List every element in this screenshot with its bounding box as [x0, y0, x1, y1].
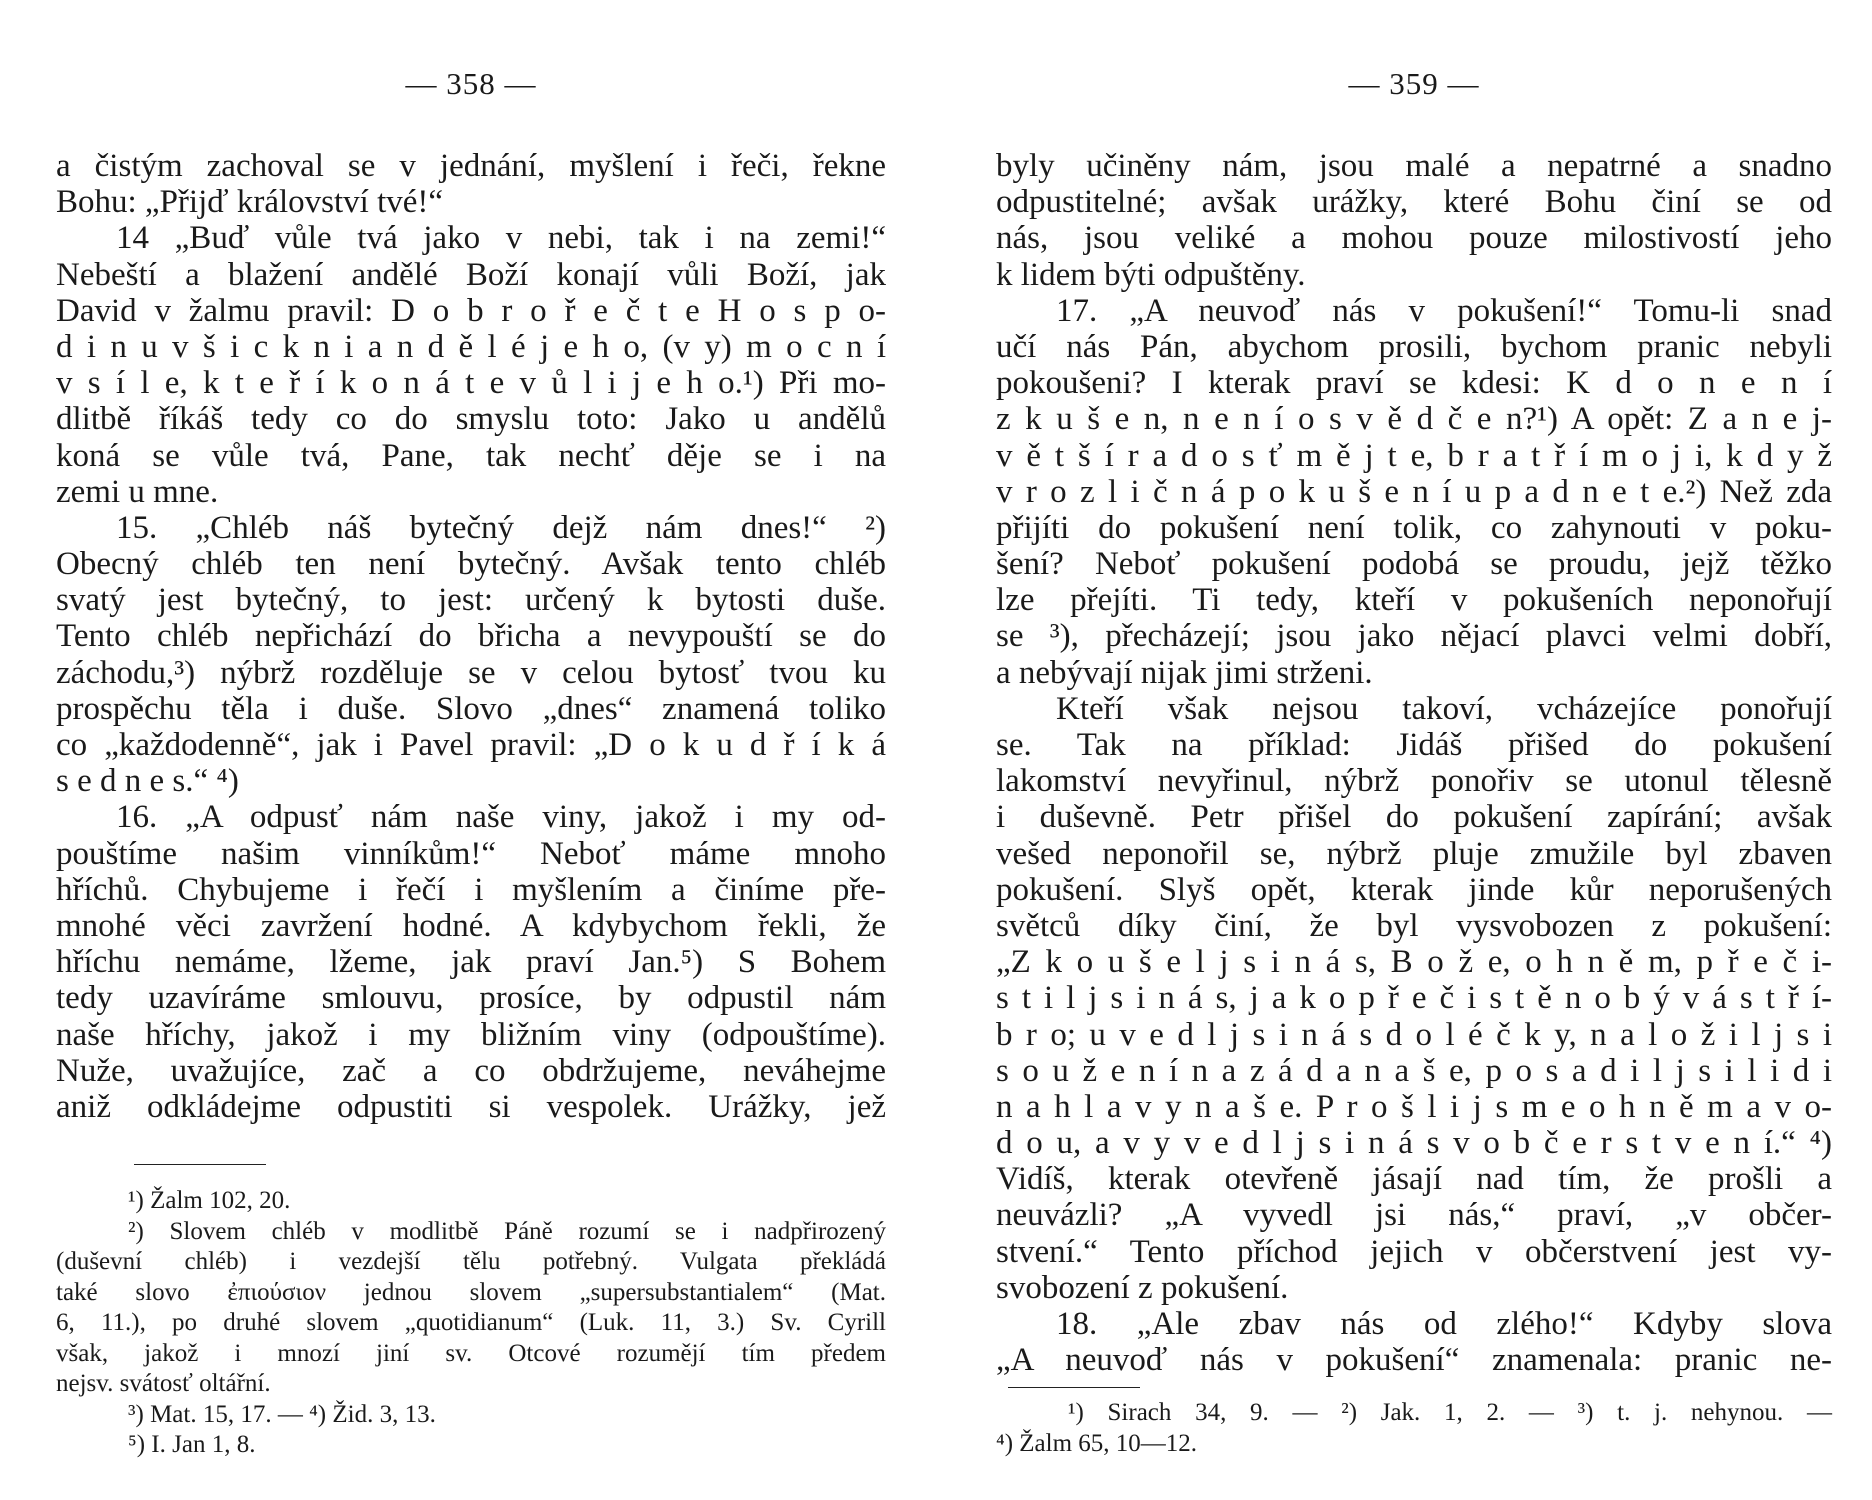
page-number: — 359 —: [1348, 66, 1480, 101]
text-line: odpustitelné; avšak urážky, které Bohu činí se od: [996, 184, 1832, 221]
text-line: svobození z pokušení.: [996, 1269, 1289, 1306]
text-line: učí nás Pán, abychom prosili, bychom pranic nebyli: [996, 328, 1832, 365]
text-line: a nebývají nijak jimi strženi.: [996, 654, 1373, 691]
text-line: s e d n e s.“ ⁴): [56, 763, 239, 800]
text-line: stvení.“ Tento příchod jejich v občerstvení jest vy-: [996, 1233, 1832, 1270]
text-line: vešed neponořil se, nýbrž pluje zmužile byl zbaven: [996, 835, 1832, 872]
text-line: z k u š e n, n e n í o s v ě d č e n?¹) A opět: Z a n e j-: [996, 401, 1832, 438]
text-line: 16. „A odpusť nám naše viny, jakož i my od-: [116, 799, 886, 836]
text-line: aniž odkládejme odpustiti si vespolek. Urážky, jež: [56, 1088, 886, 1125]
text-line: v s í l e, k t e ř í k o n á t e v ů l i j e h o.¹) Při mo-: [56, 365, 886, 402]
text-line: „Z k o u š e l j s i n á s, B o ž e, o h n ě m, p ř e č i-: [996, 944, 1832, 981]
text-line: k lidem býti odpuštěny.: [996, 256, 1306, 293]
text-line: také slovo ἐπιούσιον jednou slovem „supersubstantialem“ (Mat.: [56, 1278, 886, 1306]
text-line: 15. „Chléb náš bytečný dejž nám dnes!“ ²): [116, 509, 886, 546]
text-line: svatý jest bytečný, to jest: určený k bytosti duše.: [56, 582, 886, 619]
text-line: 6, 11.), po druhé slovem „quotidianum“ (Luk. 11, 3.) Sv. Cyrill: [56, 1309, 886, 1336]
footnotes: [56, 1186, 886, 1461]
text-line: n a h l a v y n a š e. P r o š l i j s m e o h n ě m a v o-: [996, 1088, 1832, 1125]
text-line: se ³), přecházejí; jsou jako nějací plavci velmi dobří,: [996, 618, 1832, 655]
text-line: v ě t š í r a d o s ť m ě j t e, b r a t ř í m o j i, k d y ž: [996, 437, 1832, 474]
text-line: koná se vůle tvá, Pane, tak nechť děje se i na: [56, 437, 886, 474]
text-line: dlitbě říkáš tedy co do smyslu toto: Jako u andělů: [56, 401, 886, 438]
text-line: s t i l j s i n á s, j a k o p ř e č i s t ě n o b ý v á s t ř í-: [996, 980, 1832, 1017]
text-line: „A neuvoď nás v pokušení“ znamenala: pranic ne-: [996, 1342, 1832, 1379]
right-page: [996, 0, 1832, 1500]
text-line: 14 „Buď vůle tvá jako v nebi, tak i na zemi!“: [116, 220, 886, 257]
text-line: však, jakož i mnozí jiní sv. Otcové rozumějí tím předem: [56, 1339, 886, 1367]
text-line: i duševně. Petr přišel do pokušení zapírání; avšak: [996, 799, 1832, 836]
footnotes: [996, 1398, 1832, 1459]
text-line: neuvázli? „A vyvedl jsi nás,“ praví, „v občer-: [996, 1197, 1832, 1234]
text-line: ¹) Žalm 102, 20.: [128, 1187, 291, 1214]
text-line: hříchů. Chybujeme i řečí i myšlením a činíme pře-: [56, 871, 886, 908]
text-line: se. Tak na příklad: Jidáš přišed do pokušení: [996, 727, 1832, 763]
page-number: — 358 —: [405, 66, 537, 101]
text-line: ⁴) Žalm 65, 10—12.: [996, 1429, 1198, 1457]
text-line: David v žalmu pravil: D o b r o ř e č t e H o s p o-: [56, 292, 886, 329]
text-line: ¹) Sirach 34, 9. — ²) Jak. 1, 2. — ³) t. j. nehynou. —: [1068, 1399, 1832, 1426]
footnote-rule: [134, 1164, 266, 1165]
text-line: přijíti do pokušení není tolik, co zahynouti v poku-: [996, 509, 1832, 546]
page-body: [56, 148, 886, 1125]
text-line: Nuže, uvažujíce, zač a co obdržujeme, neváhejme: [56, 1052, 886, 1089]
text-line: lakomství nevyřinul, nýbrž ponořiv se utonul tělesně: [996, 763, 1832, 800]
text-line: Vidíš, kterak otevřeně jásají nad tím, že prošli a: [996, 1161, 1832, 1198]
text-line: (duševní chléb) i vezdejší tělu potřebný. Vulgata překládá: [56, 1248, 886, 1275]
text-line: ²) Slovem chléb v modlitbě Páně rozumí se i nadpřirozený: [128, 1217, 886, 1245]
text-line: Bohu: „Přijď království tvé!“: [56, 184, 444, 221]
footnote-rule: [1008, 1387, 1140, 1388]
text-line: lze přejíti. Ti tedy, kteří v pokušeních neponořují: [996, 582, 1832, 619]
text-line: záchodu,³) nýbrž rozděluje se v celou bytosť tvou ku: [56, 654, 886, 691]
text-line: prospěchu těla i duše. Slovo „dnes“ znamená toliko: [56, 690, 886, 727]
text-line: nejsv. svátosť oltářní.: [56, 1370, 271, 1397]
text-line: hříchu nemáme, lžeme, jak praví Jan.⁵) S Bohem: [56, 944, 886, 981]
text-line: Obecný chléb ten není bytečný. Avšak tento chléb: [56, 546, 886, 583]
text-line: Tento chléb nepřichází do břicha a nevypouští se do: [56, 618, 886, 655]
text-line: Kteří však nejsou takoví, vcházejíce ponořují: [1056, 690, 1832, 727]
text-line: a čistým zachoval se v jednání, myšlení i řeči, řekne: [56, 148, 886, 184]
text-line: mnohé věci zavržení hodné. A kdybychom řekli, že: [56, 907, 886, 944]
text-line: 17. „A neuvoď nás v pokušení!“ Tomu-li snad: [1056, 292, 1832, 329]
text-line: byly učiněny nám, jsou malé a nepatrné a snadno: [996, 148, 1832, 184]
text-line: pouštíme našim vinníkům!“ Neboť máme mnoho: [56, 835, 886, 872]
text-line: d i n u v š i c k n i a n d ě l é j e h o, (v y) m o c n í: [56, 328, 886, 365]
text-line: d o u, a v y v e d l j s i n á s v o b č e r s t v e n í.“ ⁴): [996, 1125, 1832, 1162]
text-line: pokoušeni? I kterak praví se kdesi: K d o n e n í: [996, 365, 1832, 402]
text-line: ³) Mat. 15, 17. — ⁴) Žid. 3, 13.: [128, 1400, 436, 1428]
text-line: b r o; u v e d l j s i n á s d o l é č k y, n a l o ž i l j s i: [996, 1016, 1832, 1053]
text-line: světců díky činí, že byl vysvobozen z pokušení:: [996, 907, 1832, 944]
text-line: Nebeští a blažení andělé Boží konají vůli Boží, jak: [56, 256, 886, 293]
text-line: v r o z l i č n á p o k u š e n í u p a d n e t e.²) Než zda: [996, 473, 1832, 510]
text-line: 18. „Ale zbav nás od zlého!“ Kdyby slova: [1056, 1306, 1832, 1342]
text-line: šení? Neboť pokušení podobá se proudu, jejž těžko: [996, 546, 1832, 583]
page-body: [996, 148, 1832, 1378]
text-line: ⁵) I. Jan 1, 8.: [128, 1431, 256, 1458]
left-page: [56, 0, 886, 1500]
text-line: co „každodenně“, jak i Pavel pravil: „D o k u d ř í k á: [56, 727, 886, 763]
text-line: nás, jsou veliké a mohou pouze milostivostí jeho: [996, 220, 1832, 257]
text-line: tedy uzavíráme smlouvu, prosíce, by odpustil nám: [56, 980, 886, 1017]
text-line: naše hříchy, jakož i my bližním viny (odpouštíme).: [56, 1016, 886, 1053]
text-line: s o u ž e n í n a z á d a n a š e, p o s a d i l j s i l i d i: [996, 1052, 1832, 1089]
text-line: pokušení. Slyš opět, kterak jinde kůr neporušených: [996, 871, 1832, 908]
text-line: zemi u mne.: [56, 473, 219, 510]
